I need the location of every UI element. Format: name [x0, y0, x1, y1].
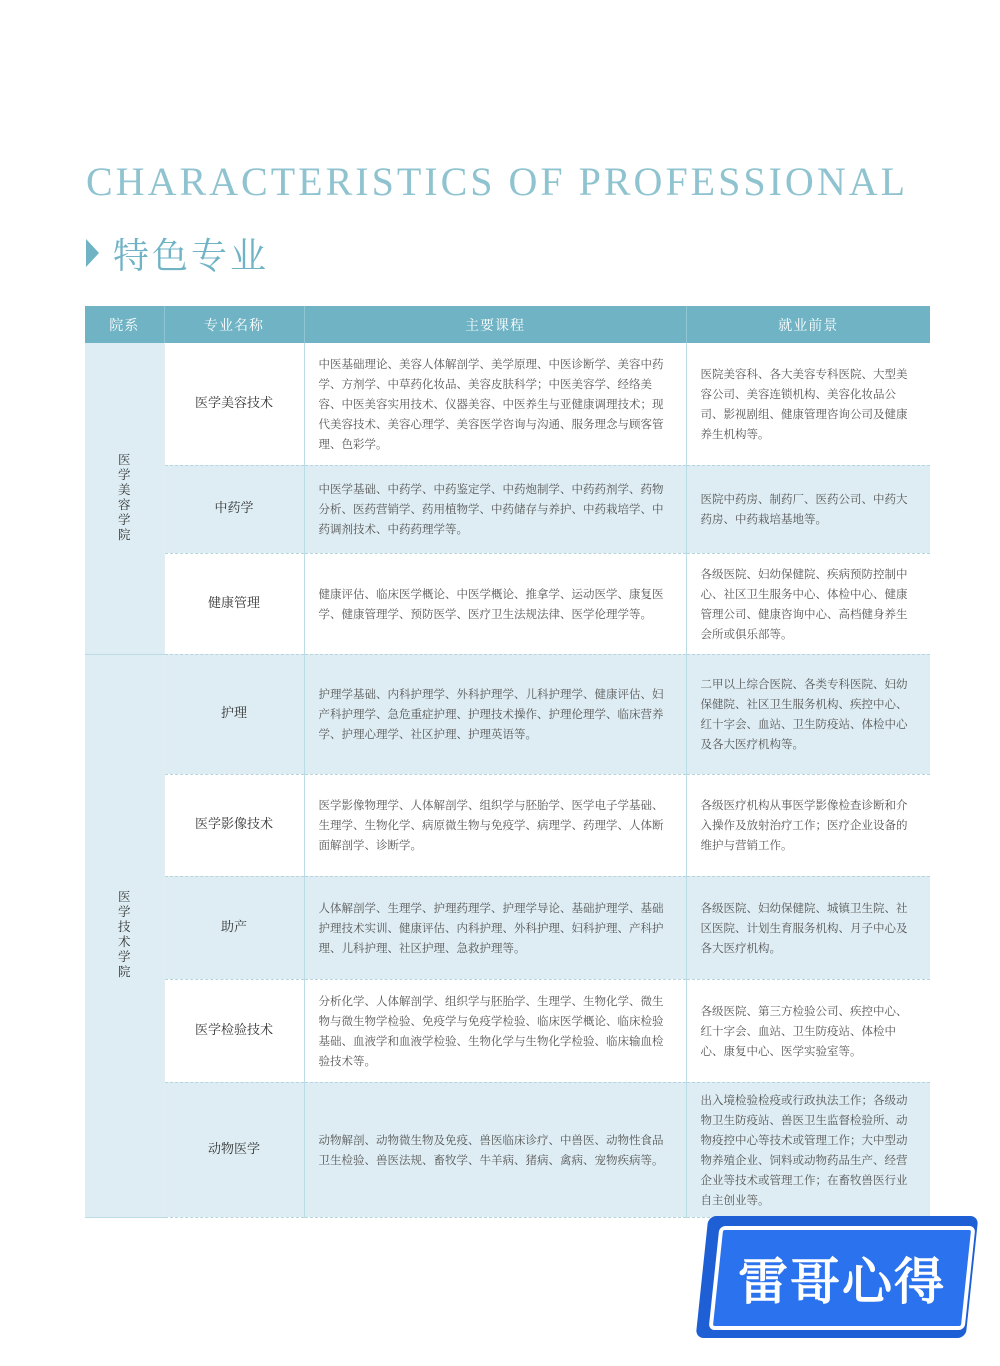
column-header-careers: 就业前景 — [686, 306, 930, 343]
department-cell — [85, 654, 164, 1217]
table-header-row — [85, 306, 930, 343]
department-name: 医学技术学院 — [117, 889, 131, 979]
watermark-text: 雷哥心得 — [738, 1253, 946, 1311]
major-name: 中药学 — [164, 465, 304, 553]
careers-cell: 出入境检验检疫或行政执法工作；各级动物卫生防疫站、兽医卫生监督检验所、动物疫控中心等技术或管理工作；大中型动物养殖企业、饲料或动物药品生产、经营企业等技术或管理工作；在畜牧兽医行业自主创业等。 — [686, 1082, 930, 1217]
major-name: 医学检验技术 — [164, 979, 304, 1082]
careers-cell: 各级医疗机构从事医学影像检查诊断和介入操作及放射治疗工作；医疗企业设备的维护与营销工作。 — [686, 774, 930, 876]
table-row — [85, 1082, 930, 1217]
careers-cell: 医院中药房、制药厂、医药公司、中药大药房、中药栽培基地等。 — [686, 465, 930, 553]
chinese-title: 特色专业 — [113, 235, 270, 277]
majors-table — [85, 306, 930, 1218]
major-name: 助产 — [164, 876, 304, 979]
courses-cell: 中医学基础、中药学、中药鉴定学、中药炮制学、中药药剂学、药物分析、医药营销学、药用植物学、中药储存与养护、中药栽培学、中药调剂技术、中药药理学等。 — [304, 465, 686, 553]
table-row — [85, 343, 930, 465]
watermark-front-shape — [709, 1226, 976, 1330]
table-row — [85, 876, 930, 979]
department-name: 医学美容学院 — [117, 451, 131, 542]
courses-cell: 健康评估、临床医学概论、中医学概论、推拿学、运动医学、康复医学、健康管理学、预防医学、医疗卫生法规法律、医学伦理学等。 — [304, 553, 686, 654]
courses-cell: 人体解剖学、生理学、护理药理学、护理学导论、基础护理学、基础护理技术实训、健康评估、内科护理、外科护理、妇科护理、产科护理、儿科护理、社区护理、急救护理等。 — [304, 876, 686, 979]
column-header-courses: 主要课程 — [304, 306, 686, 343]
courses-cell: 中医基础理论、美容人体解剖学、美学原理、中医诊断学、美容中药学、方剂学、中草药化妆品、美容皮肤科学；中医美容学、经络美容、中医美容实用技术、仪器美容、中医养生与亚健康调理技术；现代美容技术、美容心理学、美容医学咨询与沟通、服务理念与顾客管理、色彩学。 — [304, 343, 686, 465]
careers-cell: 各级医院、第三方检验公司、疾控中心、红十字会、血站、卫生防疫站、体检中心、康复中心、医学实验室等。 — [686, 979, 930, 1082]
section-heading — [86, 228, 269, 278]
careers-cell: 医院美容科、各大美容专科医院、大型美容公司、美容连锁机构、美容化妆品公司、影视剧组、健康管理咨询公司及健康养生机构等。 — [686, 343, 930, 465]
careers-cell: 各级医院、妇幼保健院、疾病预防控制中心、社区卫生服务中心、体检中心、健康管理公司、健康咨询中心、高档健身养生会所或俱乐部等。 — [686, 553, 930, 654]
triangle-icon — [86, 239, 99, 267]
table-row — [85, 654, 930, 774]
english-title: CHARACTERISTICS OF PROFESSIONAL — [86, 159, 909, 204]
courses-cell: 分析化学、人体解剖学、组织学与胚胎学、生理学、生物化学、微生物与微生物学检验、免疫学与免疫学检验、临床医学概论、临床检验基础、血液学和血液学检验、生物化学与生物化学检验、临床输血检验技术等。 — [304, 979, 686, 1082]
table-row — [85, 465, 930, 553]
column-header-department: 院系 — [85, 306, 164, 343]
watermark-logo — [702, 1216, 974, 1340]
courses-cell: 医学影像物理学、人体解剖学、组织学与胚胎学、医学电子学基础、生理学、生物化学、病原微生物与免疫学、病理学、药理学、人体断面解剖学、诊断学。 — [304, 774, 686, 876]
table-row — [85, 774, 930, 876]
major-name: 健康管理 — [164, 553, 304, 654]
major-name: 医学影像技术 — [164, 774, 304, 876]
courses-cell: 动物解剖、动物微生物及免疫、兽医临床诊疗、中兽医、动物性食品卫生检验、兽医法规、畜牧学、牛羊病、猪病、禽病、宠物疾病等。 — [304, 1082, 686, 1217]
courses-cell: 护理学基础、内科护理学、外科护理学、儿科护理学、健康评估、妇产科护理学、急危重症护理、护理技术操作、护理伦理学、临床营养学、护理心理学、社区护理、护理英语等。 — [304, 654, 686, 774]
department-cell — [85, 343, 164, 654]
column-header-major: 专业名称 — [164, 306, 304, 343]
major-name: 医学美容技术 — [164, 343, 304, 465]
table-row — [85, 553, 930, 654]
careers-cell: 各级医院、妇幼保健院、城镇卫生院、社区医院、计划生育服务机构、月子中心及各大医疗机构。 — [686, 876, 930, 979]
major-name: 动物医学 — [164, 1082, 304, 1217]
careers-cell: 二甲以上综合医院、各类专科医院、妇幼保健院、社区卫生服务机构、疾控中心、红十字会、血站、卫生防疫站、体检中心及各大医疗机构等。 — [686, 654, 930, 774]
table-row — [85, 979, 930, 1082]
major-name: 护理 — [164, 654, 304, 774]
